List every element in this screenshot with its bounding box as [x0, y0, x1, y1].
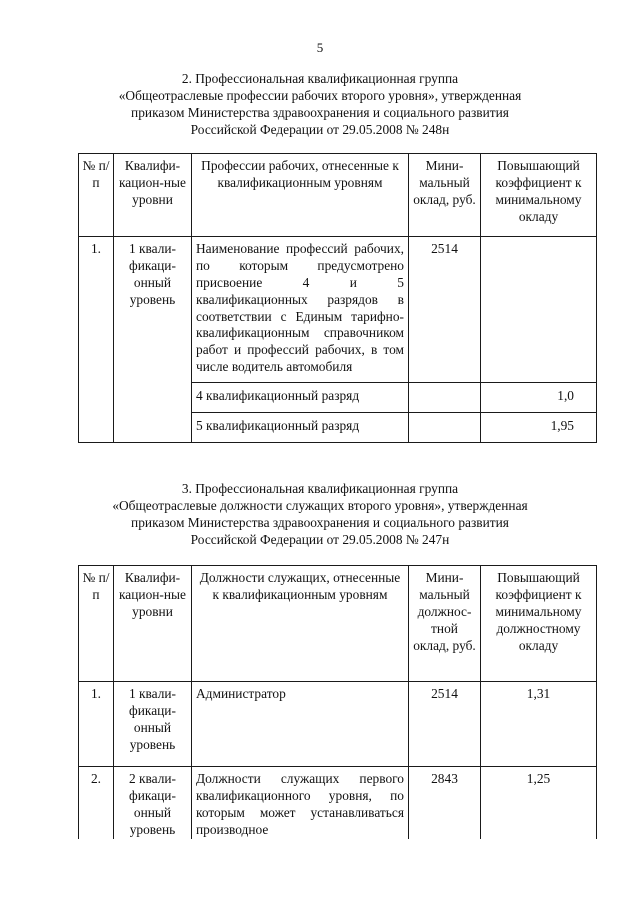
- header-coef: Повышающий коэффициент к минимальному должностному окладу: [481, 566, 597, 682]
- row-num: 2.: [79, 767, 114, 839]
- header-salary: Мини-мальный оклад, руб.: [409, 154, 481, 237]
- subrow-salary: [409, 413, 481, 443]
- row-title: Должности служащих первого квалификационного уровня, по которым может устанавливаться производное: [192, 767, 409, 839]
- subrow-title: 5 квалификационный разряд: [192, 413, 409, 443]
- page-number: 5: [316, 40, 324, 55]
- heading-line: 3. Профессиональная квалификационная группа: [181, 481, 459, 496]
- table-header-row: [79, 154, 597, 237]
- heading-line: 2. Профессиональная квалификационная группа: [181, 71, 459, 86]
- header-coef: Повышающий коэффициент к минимальному окладу: [481, 154, 597, 237]
- row-num: 1.: [79, 682, 114, 767]
- heading-line: «Общеотраслевые профессии рабочих второго уровня», утвержденная: [118, 88, 522, 104]
- subrow-coef: 1,0: [481, 383, 597, 413]
- row-level: 2 квали-фикаци-онный уровень: [114, 767, 192, 839]
- row-level: 1 квали-фикаци-онный уровень: [114, 237, 192, 443]
- row-num: 1.: [79, 237, 114, 443]
- heading-line: Российской Федерации от 29.05.2008 № 248н: [190, 122, 450, 138]
- row-title: Администратор: [192, 682, 409, 767]
- row-salary: 2843: [409, 767, 481, 839]
- table-header-row: [79, 566, 597, 682]
- row-coef: 1,25: [481, 767, 597, 839]
- header-num: № п/п: [79, 154, 114, 237]
- subrow-salary: [409, 383, 481, 413]
- header-level: Квалифи-кацион-ные уровни: [114, 566, 192, 682]
- row-coef: 1,31: [481, 682, 597, 767]
- row-coef: [481, 237, 597, 383]
- header-title: Должности служащих, отнесенные к квалификационным уровням: [192, 566, 409, 682]
- section-2-table: [78, 153, 597, 443]
- heading-line: приказом Министерства здравоохранения и социального развития: [131, 515, 509, 531]
- section-2-heading: [60, 70, 580, 138]
- table-row: [79, 682, 597, 767]
- table-row: [79, 767, 597, 839]
- heading-line: «Общеотраслевые должности служащих второго уровня», утвержденная: [112, 498, 528, 514]
- heading-line: приказом Министерства здравоохранения и социального развития: [131, 105, 509, 121]
- section-3-table: [78, 565, 597, 839]
- heading-line: Российской Федерации от 29.05.2008 № 247н: [190, 532, 450, 548]
- subrow-title: 4 квалификационный разряд: [192, 383, 409, 413]
- row-salary: 2514: [409, 682, 481, 767]
- row-level: 1 квали-фикаци-онный уровень: [114, 682, 192, 767]
- header-salary: Мини-мальный должнос-тной оклад, руб.: [409, 566, 481, 682]
- row-salary: 2514: [409, 237, 481, 383]
- subrow-coef: 1,95: [481, 413, 597, 443]
- row-title: Наименование профессий рабочих, по которым предусмотрено присвоение 4 и 5 квалификационных разрядов в соответствии с Единым тарифно-квалификационным справочником работ и профессий рабочих, в том числе водитель автомобиля: [192, 237, 409, 383]
- header-level: Квалифи-кацион-ные уровни: [114, 154, 192, 237]
- header-title: Профессии рабочих, отнесенные к квалификационным уровням: [192, 154, 409, 237]
- header-num: № п/п: [79, 566, 114, 682]
- table-row: [79, 237, 597, 383]
- section-3-heading: [60, 480, 580, 548]
